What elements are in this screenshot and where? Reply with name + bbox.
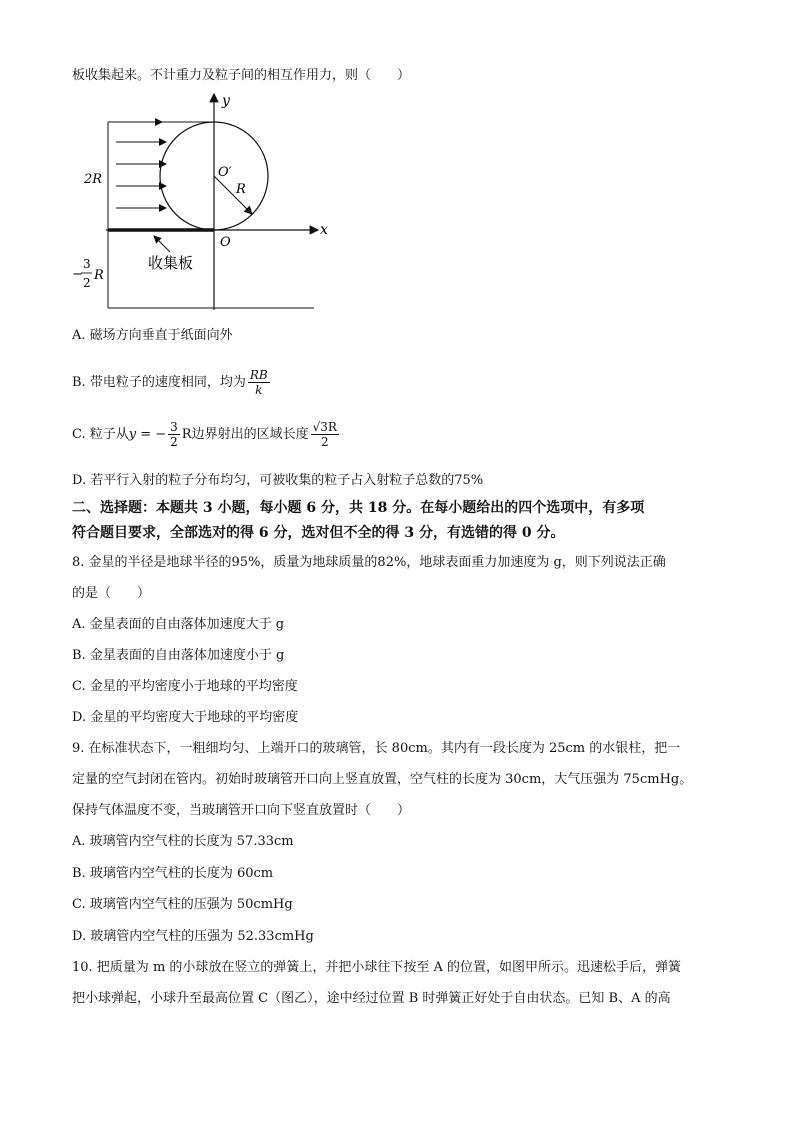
- q8-option-b: B. 金星表面的自由落体加速度小于 g: [72, 648, 285, 663]
- intro-text: 板收集起来。不计重力及粒子间的相互作用力，则（ ）: [72, 68, 411, 83]
- q8-option-c: C. 金星的平均密度小于地球的平均密度: [72, 679, 298, 694]
- origin-label: O: [220, 235, 231, 250]
- q9-option-c: C. 玻璃管内空气柱的压强为 50cmHg: [72, 897, 293, 912]
- frac-r: R: [94, 268, 104, 283]
- section2-heading-line1: 二、选择题：本题共 3 小题，每小题 6 分，共 18 分。在每小题给出的四个选项中，有多项: [72, 500, 645, 516]
- section2-heading-line2: 符合题目要求，全部选对的得 6 分，选对但不全的得 3 分，有选错的得 0 分。: [72, 525, 565, 541]
- magnetic-field-diagram: [70, 90, 350, 320]
- radius-line: [214, 176, 252, 214]
- neg-sign: −: [72, 267, 83, 282]
- radius-label: R: [236, 182, 246, 197]
- plate-pointer: [154, 236, 170, 252]
- q8-option-a: A. 金星表面的自由落体加速度大于 g: [72, 617, 285, 632]
- q7-option-b-text: B. 带电粒子的速度相同，均为: [72, 375, 246, 390]
- q7-option-b-fraction: $\frac{RB}{k}$: [249, 368, 268, 397]
- q9-stem-line2: 定量的空气封闭在管内。初始时玻璃管开口向上竖直放置，空气柱的长度为 30cm，大气压强为 75cmHg。: [72, 772, 693, 787]
- center-label: O′: [218, 165, 232, 180]
- q7-option-c: C. 粒子从y = − $\frac{3}{2}$ R边界射出的区域长度 $\frac{√3R}{2}$: [72, 420, 337, 449]
- y-axis-label: y: [222, 93, 230, 109]
- q9-option-d: D. 玻璃管内空气柱的压强为 52.33cmHg: [72, 929, 314, 944]
- q9-stem-line3: 保持气体温度不变，当玻璃管开口向下竖直放置时（ ）: [72, 803, 411, 818]
- height-2r-label: 2R: [84, 172, 103, 187]
- q8-option-d: D. 金星的平均密度大于地球的平均密度: [72, 710, 299, 725]
- q7-option-d: D. 若平行入射的粒子分布均匀，可被收集的粒子占入射粒子总数的75%: [72, 473, 484, 488]
- frac-num: 3: [83, 257, 91, 271]
- x-axis-label: x: [320, 222, 328, 238]
- q9-stem-line1: 9. 在标准状态下，一粗细均匀、上端开口的玻璃管，长 80cm。其内有一段长度为 25cm 的水银柱，把一: [72, 741, 681, 756]
- plate-label: 收集板: [148, 254, 194, 272]
- q10-stem-line2: 把小球弹起，小球升至最高位置 C（图乙），途中经过位置 B 时弹簧正好处于自由状态。已知 B、A 的高: [72, 991, 671, 1006]
- q7-option-a: A. 磁场方向垂直于纸面向外: [72, 328, 233, 343]
- q9-option-a: A. 玻璃管内空气柱的长度为 57.33cm: [72, 834, 294, 849]
- q8-stem-line2: 的是（ ）: [72, 586, 151, 601]
- q8-stem-line1: 8. 金星的半径是地球半径的95%，质量为地球质量的82%，地球表面重力加速度为 g，则下列说法正确: [72, 555, 666, 570]
- q9-option-b: B. 玻璃管内空气柱的长度为 60cm: [72, 866, 274, 881]
- q7-option-b: [72, 366, 272, 400]
- q10-stem-line1: 10. 把质量为 m 的小球放在竖立的弹簧上，并把小球往下按至 A 的位置，如图甲所示。迅速松手后，弹簧: [72, 960, 682, 975]
- frac-den: 2: [83, 276, 91, 290]
